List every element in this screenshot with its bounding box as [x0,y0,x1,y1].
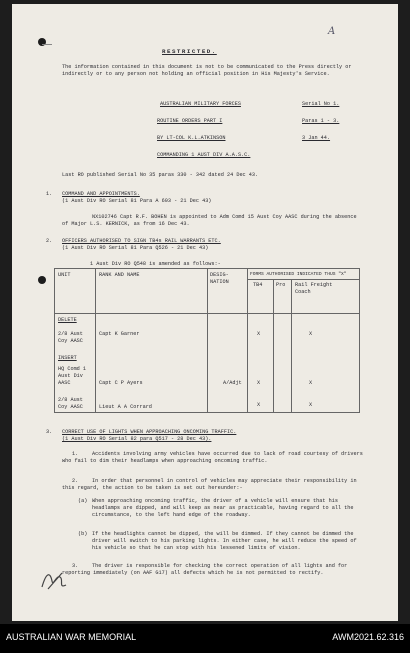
col-rank-name: RANK AND NAME [99,272,140,278]
intro-paragraph: The information contained in this document is not to be communicated to the Press directly or indirectly or to any person not holding an official position in His Majesty's Service. [62,64,352,77]
para-1-text: Accidents involving army vehicles have occurred due to lack of road courtesy of drivers who fail to dim their headlamps when approaching oncoming traffic. [62,451,363,464]
paras-range: Paras 1 - 3. [302,118,340,124]
header-left-3: BY LT-COL K.L.ATKINSON [157,135,226,141]
header-left-2: ROUTINE ORDERS PART I [157,118,223,124]
para-3-text: The driver is responsible for checking the correct operation of all lights and for reporting immediately (on AAF G17) all defects which he is not permitted to rectify. [62,563,348,576]
section-3-number: 3. [46,429,53,435]
section-2-amend: 1 Aust Div RO Q548 is amended as follows:- [90,261,221,267]
col-designation: DESIG-NATION [210,272,229,285]
para-1-number: 1. [72,451,79,457]
para-3-number: 3. [72,563,79,569]
para-a-text: When approaching oncoming traffic, the driver of a vehicle will ensure that his headlamps are dipped, and will keep as near as practicable, having regard to all the circumstance, to the left hand edge of the roadway. [92,498,354,518]
insert-heading: INSERT [58,355,77,361]
row-1-name: Capt K Garner [99,331,140,337]
row-2-unit: HQ Comd 1 Aust Div AASC [58,366,87,386]
row-2-designation: A/Adjt [223,380,242,386]
section-3-ref: (1 Aust Div RO Serial 82 para Q517 - 28 Dec 43). [62,436,212,442]
col-tb4: TB4 [253,282,263,288]
row-3-unit: 2/8 Aust Coy AASC [58,397,83,410]
row-3-tb4: X [257,402,261,408]
section-2-number: 2. [46,238,53,244]
last-ro-line: Last RO published Serial No 35 paras 330 - 342 dated 24 Dec 43. [62,172,259,178]
col-forms: FORMS AUTHORISED INDICATED THUS "X" [250,272,347,277]
header-left-4: COMMANDING 1 AUST DIV A.A.S.C. [157,152,251,158]
section-2-ref: (1 Aust Div RO Serial 81 Para Q526 - 21 Dec 43) [62,245,209,251]
document-page [12,4,398,621]
section-1-title: COMMAND AND APPOINTMENTS. [62,191,140,197]
row-2-rail: X [309,380,313,386]
para-a-number: (a) [78,498,88,504]
order-date: 3 Jan 44. [302,135,331,141]
footer-item-id: AWM2021.62.316 [332,632,404,642]
row-1-rail: X [309,331,313,337]
row-3-rail: X [309,402,313,408]
serial-number: Serial No 1. [302,101,340,107]
section-2-title: OFFICERS AUTHORISED TO SIGN TB4s RAIL WARRANTS ETC. [62,238,221,244]
section-1-body: NX102746 Capt R.F. BOHEN is appointed to Adm Comd 15 Aust Coy AASC during the absence of Major L.S. KERNICK, as from 16 Dec 43. [62,214,357,227]
para-b-text: If the headlights cannot be dipped, the will be dimmed. If they cannot be dimmed the driver will switch to his parking lights. In either case, he will reduce the speed of his vehicle so that he can stop with his lessened limits of vision. [92,531,357,551]
col-pro: Pro [276,282,286,288]
col-rail: Rail Freight Coach [295,282,333,295]
row-3-name: Lieut A A Corrard [99,404,152,410]
archive-footer [0,624,410,653]
para-2-number: 2. [72,478,79,484]
row-2-tb4: X [257,380,261,386]
para-2-text: In order that personnel in control of vehicles may appreciate their responsibility in this regard, the action to be taken is set out hereunder:- [62,478,357,491]
authorisation-table [54,268,360,413]
delete-heading: DELETE [58,317,77,323]
header-left-1: AUSTRALIAN MILITARY FORCES [160,101,241,107]
section-1-number: 1. [46,191,53,197]
para-b-number: (b) [78,531,88,537]
classification: RESTRICTED. [162,48,217,55]
col-unit: UNIT [58,272,71,278]
row-2-name: Capt C P Ayers [99,380,143,386]
row-1-unit: 2/8 Aust Coy AASC [58,331,83,344]
section-1-ref: (1 Aust Div RO Serial 81 Para A 603 - 21 Dec 43) [62,198,212,204]
row-1-tb4: X [257,331,261,337]
footer-institution: AUSTRALIAN WAR MEMORIAL [6,632,137,642]
punch-hole [38,276,46,284]
handwritten-mark: A [328,26,336,37]
signature-scribble [38,567,72,593]
pencil-tick [42,44,52,45]
section-3-title: CORRECT USE OF LIGHTS WHEN APPROACHING ONCOMING TRAFFIC. [62,429,237,435]
